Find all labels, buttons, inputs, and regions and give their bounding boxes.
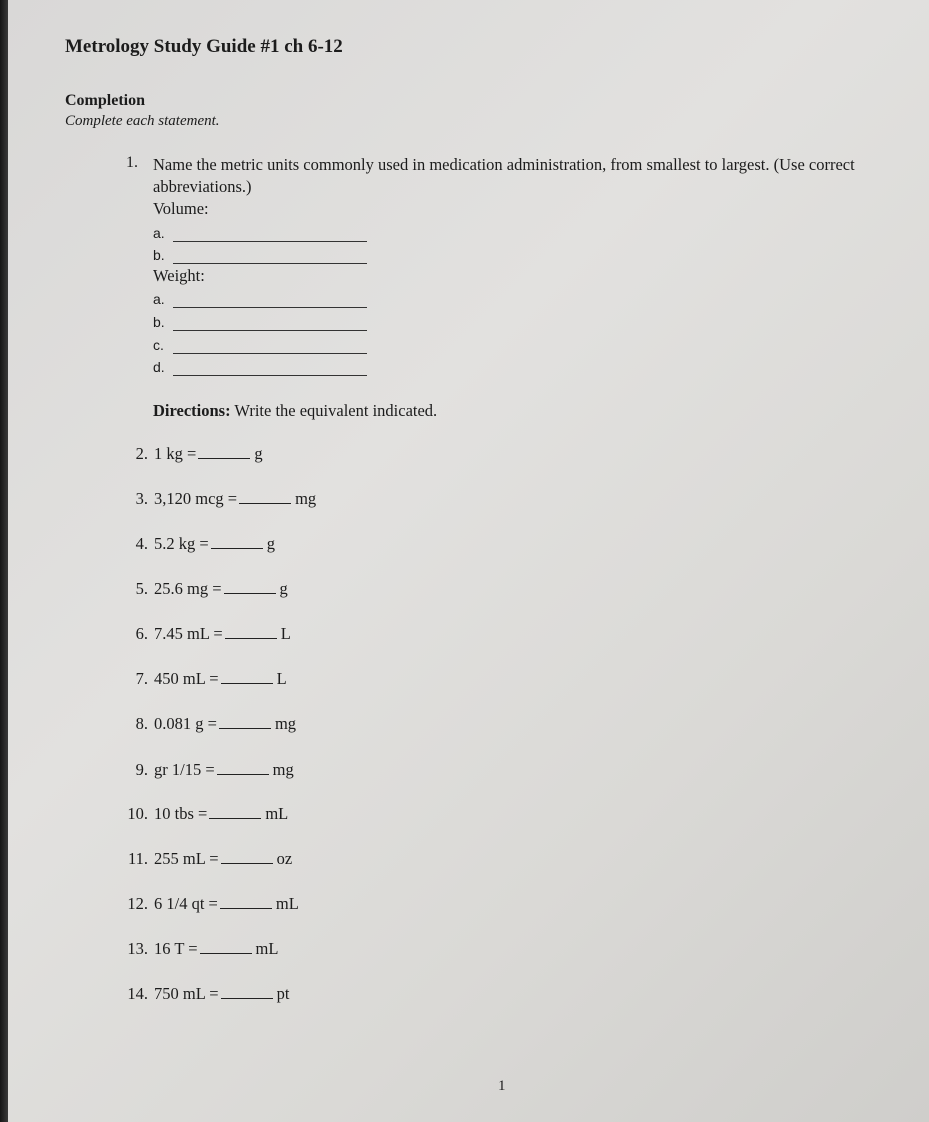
item-number: 6. bbox=[135, 624, 148, 643]
item-number: 4. bbox=[135, 534, 148, 553]
unit-label: pt bbox=[276, 984, 290, 1003]
item-expression bbox=[154, 669, 287, 689]
unit-label: mL bbox=[275, 894, 299, 913]
item-expression bbox=[154, 849, 292, 869]
unit-label: mg bbox=[295, 489, 317, 508]
expression-text: 5.2 kg = bbox=[154, 534, 209, 553]
unit-label: g bbox=[279, 579, 288, 598]
worksheet-page bbox=[8, 0, 929, 1122]
answer-blank[interactable] bbox=[239, 489, 291, 504]
binder-edge bbox=[0, 0, 8, 1122]
item-expression bbox=[154, 804, 288, 824]
equivalent-item bbox=[118, 894, 518, 918]
weight-label: Weight: bbox=[153, 266, 205, 285]
equivalent-item bbox=[118, 760, 518, 784]
unit-label: L bbox=[276, 669, 287, 688]
answer-blank[interactable] bbox=[225, 624, 277, 639]
item-expression bbox=[154, 444, 263, 464]
equivalent-item bbox=[118, 624, 518, 648]
item-expression bbox=[154, 579, 288, 599]
item-number: 3. bbox=[135, 489, 148, 508]
unit-label: g bbox=[266, 534, 275, 553]
answer-blank[interactable] bbox=[198, 444, 250, 459]
expression-text: 6 1/4 qt = bbox=[154, 894, 218, 913]
equivalent-item bbox=[118, 984, 518, 1008]
item-number: 8. bbox=[135, 714, 148, 733]
equivalent-item bbox=[118, 939, 518, 963]
item-expression bbox=[154, 489, 316, 509]
item-expression bbox=[154, 714, 296, 734]
unit-label: mL bbox=[255, 939, 279, 958]
answer-letter: b. bbox=[153, 314, 165, 330]
directions bbox=[153, 401, 437, 421]
item-number: 7. bbox=[135, 669, 148, 688]
unit-label: mg bbox=[272, 760, 294, 779]
section-title: Completion bbox=[65, 92, 145, 109]
answer-blank[interactable] bbox=[221, 669, 273, 684]
unit-label: L bbox=[280, 624, 291, 643]
answer-blank[interactable] bbox=[217, 760, 269, 775]
expression-text: 10 tbs = bbox=[154, 804, 208, 823]
volume-answer-b[interactable] bbox=[153, 247, 383, 267]
page-title: Metrology Study Guide #1 ch 6-12 bbox=[65, 36, 343, 57]
expression-text: 750 mL = bbox=[154, 984, 219, 1003]
equivalent-item bbox=[118, 579, 518, 603]
answer-blank[interactable] bbox=[221, 849, 273, 864]
item-expression bbox=[154, 534, 275, 554]
equivalent-item bbox=[118, 489, 518, 513]
weight-answer-a[interactable] bbox=[153, 291, 383, 311]
answer-letter: a. bbox=[153, 291, 165, 307]
question-1-number: 1. bbox=[126, 154, 138, 171]
equivalent-item bbox=[118, 804, 518, 828]
answer-blank[interactable] bbox=[220, 894, 272, 909]
unit-label: oz bbox=[276, 849, 293, 868]
item-number: 10. bbox=[127, 804, 148, 823]
volume-label: Volume: bbox=[153, 199, 209, 218]
unit-label: mL bbox=[265, 804, 289, 823]
equivalent-item bbox=[118, 714, 518, 738]
answer-blank[interactable] bbox=[221, 984, 273, 999]
weight-answer-b[interactable] bbox=[153, 314, 383, 334]
expression-text: 450 mL = bbox=[154, 669, 219, 688]
expression-text: 1 kg = bbox=[154, 444, 197, 463]
answer-blank[interactable] bbox=[200, 939, 252, 954]
expression-text: 25.6 mg = bbox=[154, 579, 222, 598]
equivalent-item bbox=[118, 534, 518, 558]
answer-line bbox=[173, 241, 367, 242]
answer-line bbox=[173, 375, 367, 376]
item-number: 9. bbox=[135, 760, 148, 779]
expression-text: 3,120 mcg = bbox=[154, 489, 238, 508]
answer-blank[interactable] bbox=[224, 579, 276, 594]
answer-blank[interactable] bbox=[211, 534, 263, 549]
answer-letter: a. bbox=[153, 225, 165, 241]
weight-answer-c[interactable] bbox=[153, 337, 383, 357]
answer-line bbox=[173, 307, 367, 308]
expression-text: 16 T = bbox=[154, 939, 198, 958]
directions-label: Directions: bbox=[153, 401, 231, 420]
equivalent-item bbox=[118, 849, 518, 873]
answer-line bbox=[173, 330, 367, 331]
item-number: 14. bbox=[127, 984, 148, 1003]
answer-blank[interactable] bbox=[209, 804, 261, 819]
unit-label: g bbox=[254, 444, 263, 463]
expression-text: 7.45 mL = bbox=[154, 624, 223, 643]
item-expression bbox=[154, 760, 294, 780]
page-number: 1 bbox=[498, 1078, 506, 1094]
section-instruction: Complete each statement. bbox=[65, 113, 220, 129]
item-number: 5. bbox=[135, 579, 148, 598]
answer-blank[interactable] bbox=[219, 714, 271, 729]
answer-line bbox=[173, 263, 367, 264]
expression-text: 255 mL = bbox=[154, 849, 219, 868]
answer-letter: b. bbox=[153, 247, 165, 263]
directions-text: Write the equivalent indicated. bbox=[234, 401, 438, 420]
volume-answer-a[interactable] bbox=[153, 225, 383, 245]
weight-answer-d[interactable] bbox=[153, 359, 383, 379]
item-number: 13. bbox=[127, 939, 148, 958]
item-expression bbox=[154, 939, 278, 959]
equivalent-item bbox=[118, 444, 518, 468]
unit-label: mg bbox=[274, 714, 297, 733]
item-number: 11. bbox=[127, 849, 148, 868]
equivalent-item bbox=[118, 669, 518, 693]
item-expression bbox=[154, 624, 291, 644]
expression-text: 0.081 g = bbox=[154, 714, 217, 733]
item-number: 2. bbox=[135, 444, 148, 463]
question-1-text: Name the metric units commonly used in medication administration, from smallest to largest. (Use correct abbreviations.) bbox=[153, 155, 855, 196]
item-expression bbox=[154, 894, 299, 914]
answer-line bbox=[173, 353, 367, 354]
expression-text: gr 1/15 = bbox=[154, 760, 215, 779]
answer-letter: c. bbox=[153, 337, 164, 353]
item-number: 12. bbox=[127, 894, 148, 913]
item-expression bbox=[154, 984, 289, 1004]
answer-letter: d. bbox=[153, 359, 165, 375]
